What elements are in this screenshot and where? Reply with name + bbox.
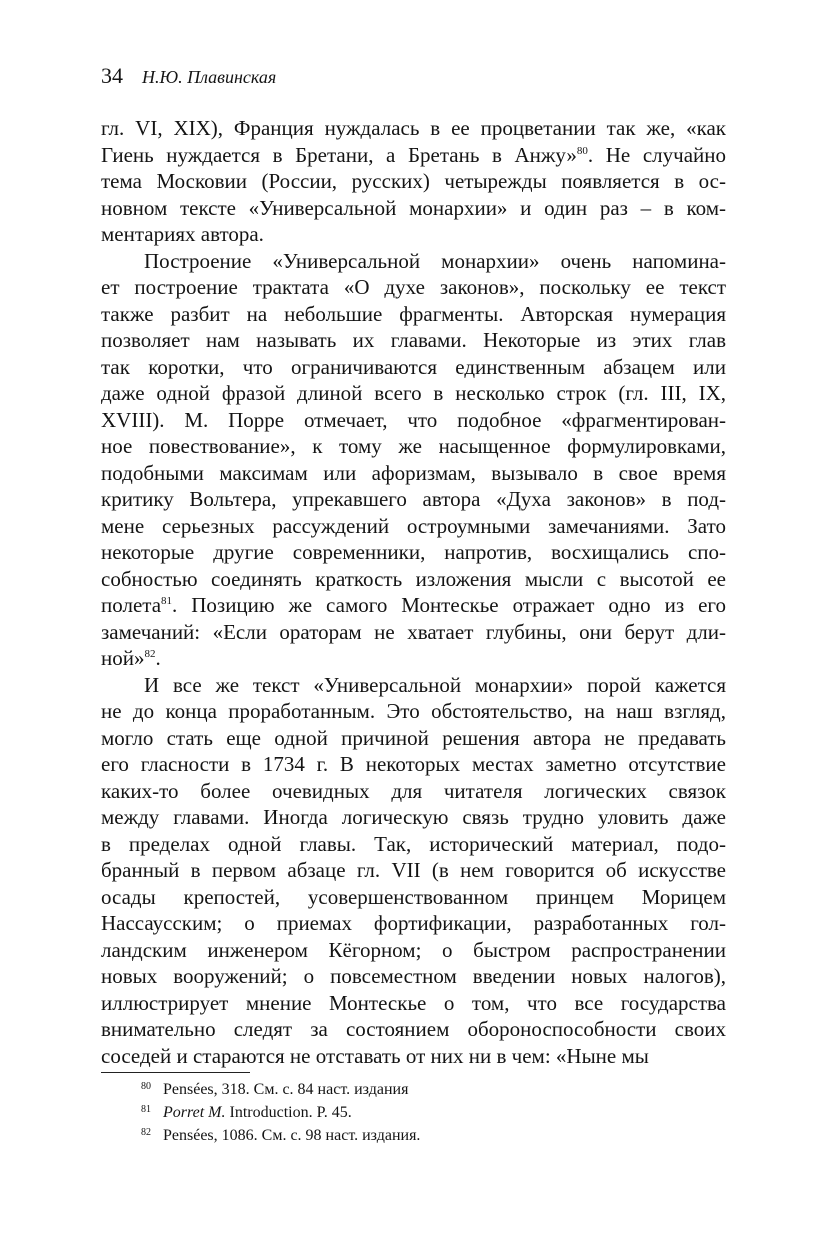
text-line: ной»$^{82}$. (101, 646, 161, 670)
text-line: И все же текст «Универсальной монархии» порой кажется (144, 672, 726, 697)
text-line: критику Вольтера, упрекавшего автора «Духа законов» в под- (101, 487, 726, 511)
paragraph (101, 672, 726, 1070)
text-line: Нассаусским; о приемах фортификации, разработанных гол- (101, 911, 726, 935)
footnote-number: 82 (141, 1127, 151, 1138)
paragraph (101, 248, 726, 672)
text-line: внимательно следят за состоянием обороноспособности своих (101, 1017, 726, 1041)
footnote-ref[interactable]: 82 (144, 648, 156, 660)
footnote-text: Porret M. Introduction. P. 45. (163, 1104, 352, 1121)
text-line: тема Московии (России, русских) четырежды появляется в ос- (101, 169, 726, 193)
text-line: не до конца проработанным. Это обстоятельство, на наш взгляд, (101, 699, 726, 723)
text-line: также разбит на небольшие фрагменты. Авторская нумерация (101, 301, 726, 326)
text-line: его гласности в 1734 г. В некоторых местах заметно отсутствие (101, 752, 726, 776)
text-line: каких-то более очевидных для читателя логических связок (101, 778, 726, 803)
running-head (101, 62, 276, 91)
text-line: ное повествование», к тому же насыщенное формулировками, (101, 434, 726, 458)
footnote-ref[interactable]: 80 (576, 144, 588, 157)
text-line: XVIII). М. Порре отмечает, что подобное «фрагментирован- (101, 407, 726, 432)
text-line: новых вооружений; о повсеместном введении новых налогов), (101, 964, 726, 988)
text-line: могло стать еще одной причиной решения автора не предавать (101, 725, 726, 750)
text-line: иллюстрирует мнение Монтескье о том, что все государства (101, 990, 726, 1015)
text-line: даже одной фразой длиной всего в несколько строк (гл. III, IX, (101, 381, 726, 405)
paragraph (101, 115, 726, 248)
text-line: полета$^{81}$. Позицию же самого Монтескье отражает одно из его (101, 593, 726, 617)
text-line: некоторые другие современники, напротив, восхищались спо- (101, 540, 726, 564)
footnote-81 (101, 1101, 726, 1124)
text-line: ет построение трактата «О духе законов», поскольку ее текст (101, 275, 726, 299)
text-line: замечаний: «Если ораторам не хватает глубины, они берут дли- (101, 619, 726, 644)
running-head-author: Н.Ю. Плавинская (142, 67, 277, 87)
text-line: осады крепостей, усовершенствованном принцем Морицем (101, 884, 726, 909)
text-line: Гиень нуждается в Бретани, а Бретань в Анжу»$^{80}$. Не случайно (101, 142, 726, 167)
text-line: в пределах одной главы. Так, исторический материал, подо- (101, 831, 726, 856)
footnote-author: Porret M. (163, 1104, 226, 1121)
text-line: собностью соединять краткость изложения мысли с высотой ее (101, 566, 726, 591)
text-line: позволяет нам называть их главами. Некоторые из этих глав (101, 328, 726, 352)
text-line: новном тексте «Универсальной монархии» и один раз – в ком- (101, 195, 726, 220)
text-line: подобными максимам или афоризмам, вызывало в свое время (101, 460, 726, 485)
text-line: ландским инженером Кёгорном; о быстром распространении (101, 937, 726, 962)
footnote-80 (101, 1078, 726, 1101)
text-line: между главами. Иногда логическую связь трудно уловить даже (101, 805, 726, 829)
text-line: так коротки, что ограничиваются единственным абзацем или (101, 354, 726, 379)
text-line: соседей и стараются не отставать от них ни в чем: «Ныне мы (101, 1043, 649, 1068)
text-line: гл. VI, XIX), Франция нуждалась в ее процветании так же, «как (101, 116, 726, 140)
footnote-number: 80 (141, 1081, 151, 1092)
footnote-text: Pensées, 1086. См. с. 98 наст. издания. (163, 1127, 421, 1144)
footnote-82 (101, 1124, 726, 1147)
footnotes (101, 1078, 726, 1147)
body-text (101, 115, 726, 1069)
footnote-separator (101, 1072, 250, 1073)
text-line: Построение «Универсальной монархии» очень напомина- (144, 248, 726, 273)
footnote-ref[interactable]: 81 (161, 595, 173, 607)
footnote-number: 81 (141, 1104, 151, 1115)
page-number: 34 (101, 63, 123, 88)
text-line: бранный в первом абзаце гл. VII (в нем говорится об искусстве (101, 858, 726, 882)
text-line: ментариях автора. (101, 222, 264, 246)
text-line: мене серьезных рассуждений остроумными замечаниями. Зато (101, 513, 726, 538)
footnote-text: Pensées, 318. См. с. 84 наст. издания (163, 1081, 409, 1098)
